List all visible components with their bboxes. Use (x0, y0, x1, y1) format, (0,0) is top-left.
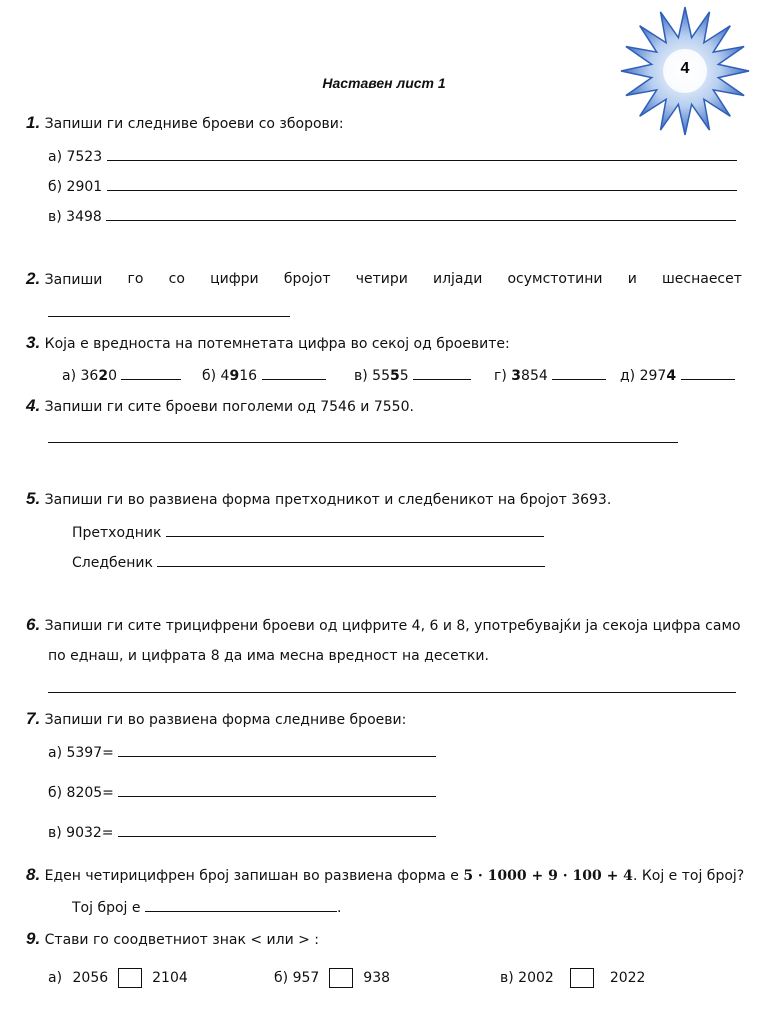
task-5-predecessor (72, 522, 544, 542)
task-word: четири (355, 271, 408, 287)
task-text: Запиши ги во развиена форма претходникот и следбеникот на бројот 3693. (44, 492, 612, 508)
task-number: 9. (26, 929, 41, 948)
answer-line[interactable] (145, 897, 337, 912)
task-4-answer (48, 428, 678, 448)
answer-line[interactable] (118, 782, 436, 797)
bold-digit: 3 (511, 368, 522, 384)
left-number: 2056 (72, 970, 109, 986)
answer-line[interactable] (107, 146, 737, 161)
task-1-heading (26, 114, 344, 133)
right-number: 938 (363, 970, 391, 986)
answer-line[interactable] (106, 206, 736, 221)
task-2-heading (26, 270, 742, 289)
item-label: а) 7523 (48, 149, 103, 165)
task-7-item-a (48, 742, 436, 762)
task-text: Запиши ги сите трицифрени броеви од цифрите 4, 6 и 8, употребувајќи ја секоја цифра само (44, 618, 741, 634)
bold-digit: 2 (98, 368, 109, 384)
task-1-item-a (48, 146, 737, 166)
period: . (336, 900, 342, 916)
left-number: 957 (292, 970, 320, 986)
task-9-heading (26, 930, 319, 949)
task-word: шеснаесет (661, 271, 742, 287)
right-number: 2104 (152, 970, 188, 986)
task-word: Запиши (44, 272, 103, 288)
task-text: . Кој е тој број? (632, 868, 745, 884)
bold-digit: 9 (229, 368, 240, 384)
answer-line[interactable] (107, 176, 737, 191)
task-word: цифри (210, 271, 259, 287)
answer-line[interactable] (413, 365, 471, 380)
item-label: б) 8205= (48, 785, 114, 801)
task-6-heading (26, 616, 741, 635)
right-number: 2022 (609, 970, 646, 986)
task-number: 7. (26, 709, 41, 728)
item-label: д) (620, 368, 640, 384)
answer-line[interactable] (118, 742, 436, 757)
task-number: 1. (26, 113, 41, 132)
item-label: Претходник (72, 525, 162, 541)
item-label: Следбеник (72, 555, 153, 571)
page-title: Наставен лист 1 (322, 75, 446, 91)
task-3-item-a (62, 365, 181, 385)
answer-line[interactable] (121, 365, 181, 380)
sign-box[interactable] (118, 968, 142, 988)
task-word: го (127, 271, 144, 287)
task-number: 5. (26, 489, 41, 508)
item-label: в) 3498 (48, 209, 102, 225)
task-1-item-b (48, 176, 737, 196)
item-label: б) (202, 368, 221, 384)
bold-digit: 5 (390, 368, 400, 384)
left-number: 2002 (518, 970, 554, 986)
answer-line[interactable] (262, 365, 326, 380)
task-7-item-b (48, 782, 436, 802)
task-2-answer (48, 302, 290, 322)
answer-line[interactable] (48, 678, 736, 693)
digits: 55 (372, 368, 390, 384)
task-8-answer (72, 897, 341, 917)
task-word: осумстотини (507, 271, 603, 287)
task-text: Еден четирицифрен број запишан во развиена форма е (44, 868, 464, 884)
task-5-heading (26, 490, 611, 509)
answer-line[interactable] (157, 552, 545, 567)
sign-box[interactable] (570, 968, 594, 988)
item-label: а) (62, 368, 81, 384)
task-text: Стави го соодветниот знак < или > : (44, 932, 320, 948)
sign-box[interactable] (329, 968, 353, 988)
item-label: б) (274, 970, 289, 986)
digits: 5 (399, 368, 409, 384)
task-6-answer (48, 678, 736, 698)
digits: 854 (521, 368, 548, 384)
answer-line[interactable] (681, 365, 735, 380)
sheet-number: 4 (680, 60, 690, 77)
item-label: Тој број е (72, 900, 141, 916)
task-8-heading (26, 866, 744, 885)
task-1-item-c (48, 206, 736, 226)
formula: 5 · 1000 + 9 · 100 + 4 (463, 868, 633, 884)
answer-line[interactable] (166, 522, 544, 537)
task-text: Запиши ги сите броеви поголеми од 7546 и 7550. (44, 399, 414, 415)
answer-line[interactable] (552, 365, 606, 380)
task-5-successor (72, 552, 545, 572)
task-3-heading (26, 334, 510, 353)
task-3-item-e (620, 365, 735, 385)
task-word: илјади (433, 271, 483, 287)
digits: 297 (639, 368, 667, 384)
task-number: 8. (26, 865, 41, 884)
task-7-heading (26, 710, 406, 729)
item-label: в) (500, 970, 514, 986)
digits: 4 (220, 368, 230, 384)
task-9-item-a (48, 968, 188, 988)
task-text: Запиши ги следниве броеви со зборови: (44, 116, 344, 132)
task-7-item-c (48, 822, 436, 842)
answer-line[interactable] (118, 822, 436, 837)
answer-line[interactable] (48, 302, 290, 317)
digits: 0 (108, 368, 117, 384)
task-word: со (168, 271, 185, 287)
task-text: Запиши ги во развиена форма следниве броеви: (44, 712, 407, 728)
item-label: в) 9032= (48, 825, 114, 841)
item-label: в) (354, 368, 373, 384)
item-label: а) 5397= (48, 745, 114, 761)
item-label: б) 2901 (48, 179, 103, 195)
task-6-text-cont: по еднаш, и цифрата 8 да има месна вредност на десетки. (48, 648, 489, 664)
task-9-item-c (500, 968, 645, 988)
task-9-item-b (274, 968, 390, 988)
task-3-item-b (202, 365, 326, 385)
answer-line[interactable] (48, 428, 678, 443)
task-3-item-d (494, 365, 606, 385)
task-3-item-c (354, 365, 471, 385)
task-word: бројот (283, 271, 331, 287)
item-label: г) (494, 368, 512, 384)
task-number: 4. (26, 396, 41, 415)
digits: 16 (239, 368, 258, 384)
task-number: 2. (26, 269, 41, 288)
item-label: а) (48, 970, 63, 986)
starburst-badge (618, 4, 752, 138)
task-4-heading (26, 397, 414, 416)
task-number: 6. (26, 615, 41, 634)
bold-digit: 4 (666, 368, 677, 384)
task-number: 3. (26, 333, 41, 352)
digits: 36 (80, 368, 99, 384)
task-text: Која е вредноста на потемнетата цифра во секој од броевите: (44, 336, 510, 352)
task-word: и (627, 271, 637, 287)
